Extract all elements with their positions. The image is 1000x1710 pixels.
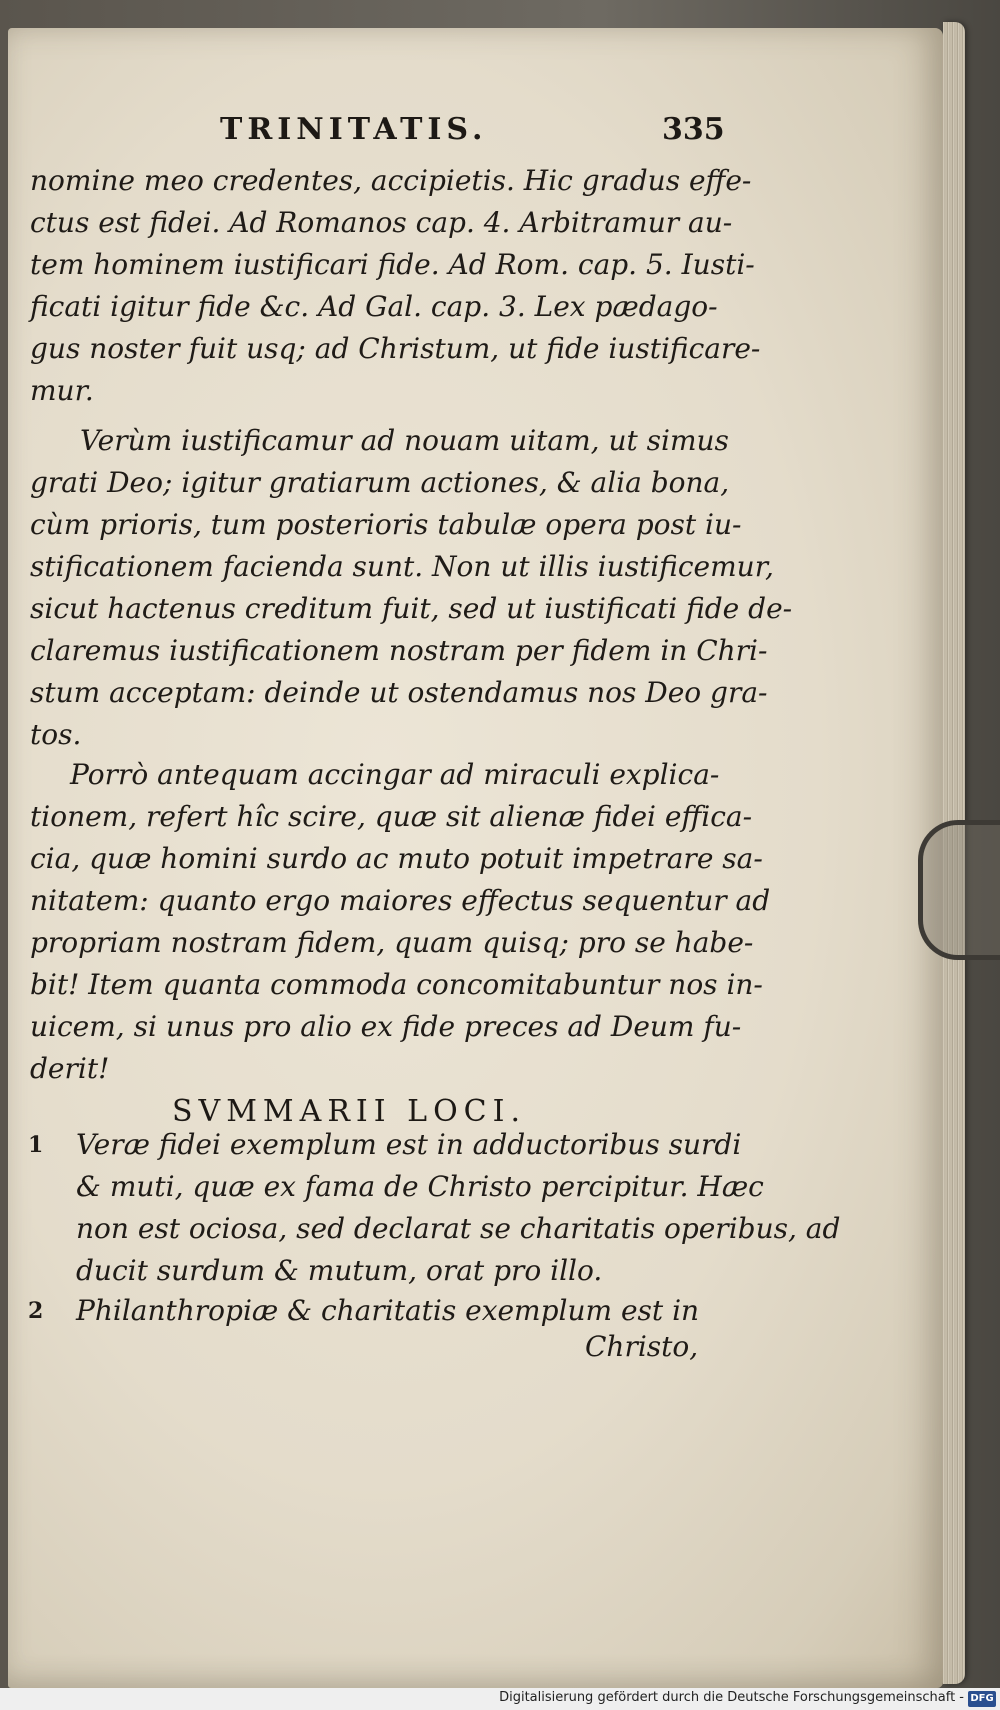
text-line: nomine meo credentes, accipietis. Hic gradus effe- xyxy=(30,164,752,197)
text-line: claremus iustificationem nostram per fidem in Chri- xyxy=(30,634,768,667)
text-line: ficati igitur fide &c. Ad Gal. cap. 3. Lex pædago- xyxy=(30,290,718,323)
text-line: stum acceptam: deinde ut ostendamus nos Deo gra- xyxy=(30,676,768,709)
book-clip xyxy=(918,820,1000,960)
text-line: cùm prioris, tum posterioris tabulæ opera post iu- xyxy=(30,508,742,541)
text-line: non est ociosa, sed declarat se charitatis operibus, ad xyxy=(76,1212,841,1245)
text-line: gus noster fuit usq; ad Christum, ut fide iustificare- xyxy=(30,332,761,365)
digitization-credit: Digitalisierung gefördert durch die Deutsche Forschungsgemeinschaft - xyxy=(499,1690,964,1705)
paragraph-3 xyxy=(30,754,771,1090)
text-line: propriam nostram fidem, quam quisq; pro se habe- xyxy=(30,926,754,959)
text-line: tem hominem iustificari fide. Ad Rom. cap. 5. Iusti- xyxy=(30,248,755,281)
text-line: Philanthropiæ & charitatis exemplum est in xyxy=(76,1294,700,1327)
text-line: grati Deo; igitur gratiarum actiones, & alia bona, xyxy=(30,466,730,499)
text-line: Verùm iustificamur ad nouam uitam, ut simus xyxy=(80,424,729,457)
text-line: nitatem: quanto ergo maiores effectus sequentur ad xyxy=(30,884,771,917)
text-line: & muti, quæ ex fama de Christo percipitur. Hæc xyxy=(76,1170,764,1203)
text-line: cia, quæ homini surdo ac muto potuit impetrare sa- xyxy=(30,842,763,875)
page-number: 335 xyxy=(662,112,725,147)
paragraph-2 xyxy=(30,420,793,756)
running-head: TRINITATIS. xyxy=(220,112,488,147)
summary-heading: SVMMARII LOCI. xyxy=(172,1094,526,1129)
text-line: mur. xyxy=(30,374,94,407)
paragraph-1 xyxy=(30,160,761,412)
text-line: ctus est fidei. Ad Romanos cap. 4. Arbitramur au- xyxy=(30,206,733,239)
text-line: uicem, si unus pro alio ex fide preces ad Deum fu- xyxy=(30,1010,742,1043)
text-line: tionem, refert hîc scire, quæ sit alienæ fidei effica- xyxy=(30,800,753,833)
text-line: Porrò antequam accingar ad miraculi explica- xyxy=(70,758,720,791)
text-line: derit! xyxy=(30,1052,110,1085)
summary-item-number: 1 xyxy=(28,1132,44,1158)
text-line: sicut hactenus creditum fuit, sed ut iustificati fide de- xyxy=(30,592,793,625)
summary-item-1 xyxy=(28,1124,841,1292)
text-line: bit! Item quanta commoda concomitabuntur nos in- xyxy=(30,968,763,1001)
catchword: Christo, xyxy=(585,1330,699,1363)
summary-item-number: 2 xyxy=(28,1298,44,1324)
text-line: Veræ fidei exemplum est in adductoribus surdi xyxy=(76,1128,742,1161)
dfg-logo: DFG xyxy=(968,1691,996,1707)
text-line: ducit surdum & mutum, orat pro illo. xyxy=(76,1254,603,1287)
text-line: stificationem facienda sunt. Non ut illis iustificemur, xyxy=(30,550,774,583)
text-line: tos. xyxy=(30,718,82,751)
summary-item-2 xyxy=(28,1290,728,1332)
